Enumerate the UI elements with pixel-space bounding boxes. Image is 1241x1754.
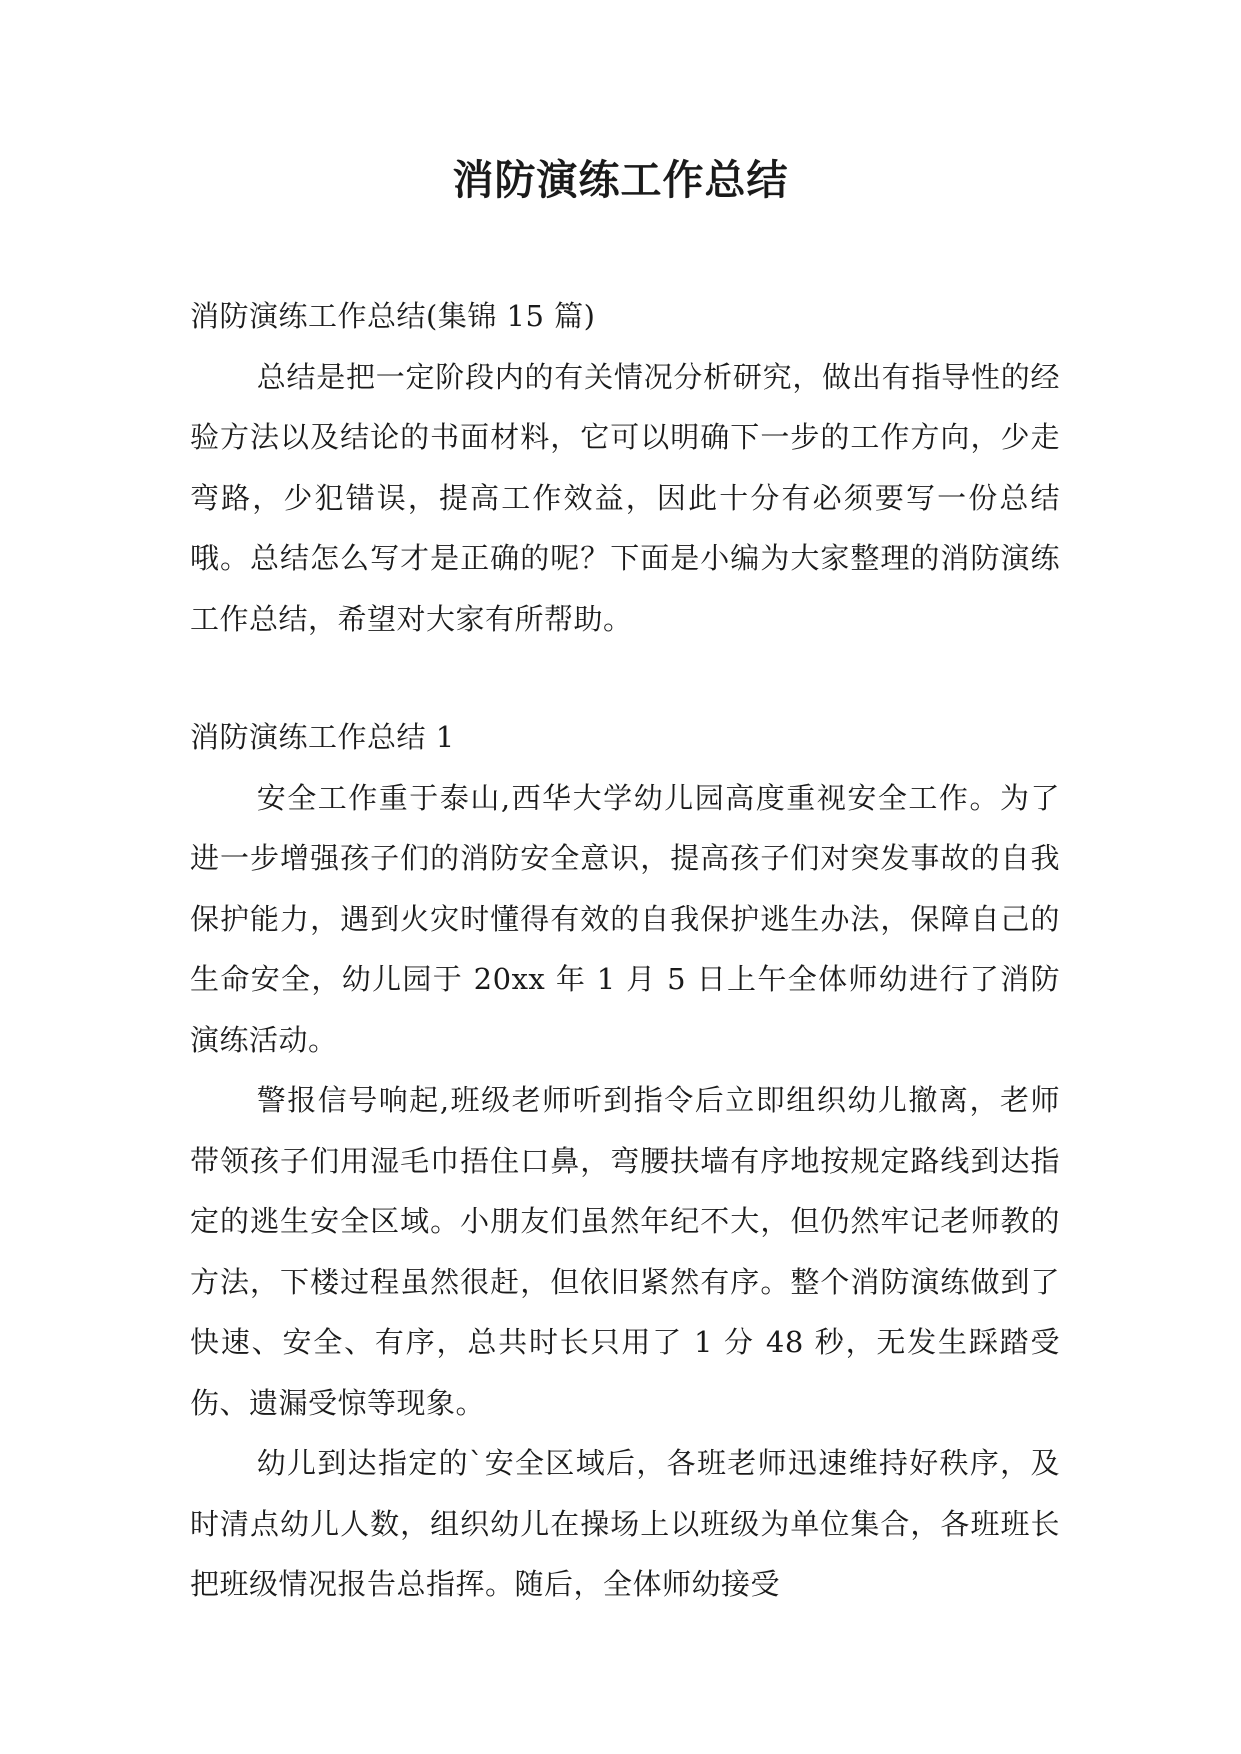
- document-body: [190, 286, 1060, 1615]
- body-paragraph: 警报信号响起,班级老师听到指令后立即组织幼儿撤离，老师带领孩子们用湿毛巾捂住口鼻，弯腰扶墙有序地按规定路线到达指定的逃生安全区域。小朋友们虽然年纪不大，但仍然牢记老师教的方法，下楼过程虽然很赶，但依旧紧然有序。整个消防演练做到了快速、安全、有序，总共时长只用了 1 分 48 秒，无发生踩踏受伤、遗漏受惊等现象。: [190, 1083, 1060, 1420]
- body-paragraph: 幼儿到达指定的`安全区域后，各班老师迅速维持好秩序，及时清点幼儿人数，组织幼儿在操场上以班级为单位集合，各班班长把班级情况报告总指挥。随后，全体师幼接受: [190, 1446, 1060, 1601]
- document-title: 消防演练工作总结: [452, 156, 789, 204]
- collection-subtitle: 消防演练工作总结(集锦 15 篇): [190, 299, 596, 333]
- body-paragraph: 安全工作重于泰山,西华大学幼儿园高度重视安全工作。为了进一步增强孩子们的消防安全意识，提高孩子们对突发事故的自我保护能力，遇到火灾时懂得有效的自我保护逃生办法，保障自己的生命安全，幼儿园于 20xx 年 1 月 5 日上午全体师幼进行了消防演练活动。: [190, 780, 1060, 1057]
- section-heading: 消防演练工作总结 1: [190, 720, 455, 754]
- section-spacer: [190, 649, 1060, 707]
- intro-paragraph: 总结是把一定阶段内的有关情况分析研究，做出有指导性的经验方法以及结论的书面材料，它可以明确下一步的工作方向，少走弯路，少犯错误，提高工作效益，因此十分有必须要写一份总结哦。总结怎么写才是正确的呢？下面是小编为大家整理的消防演练工作总结，希望对大家有所帮助。: [190, 359, 1060, 636]
